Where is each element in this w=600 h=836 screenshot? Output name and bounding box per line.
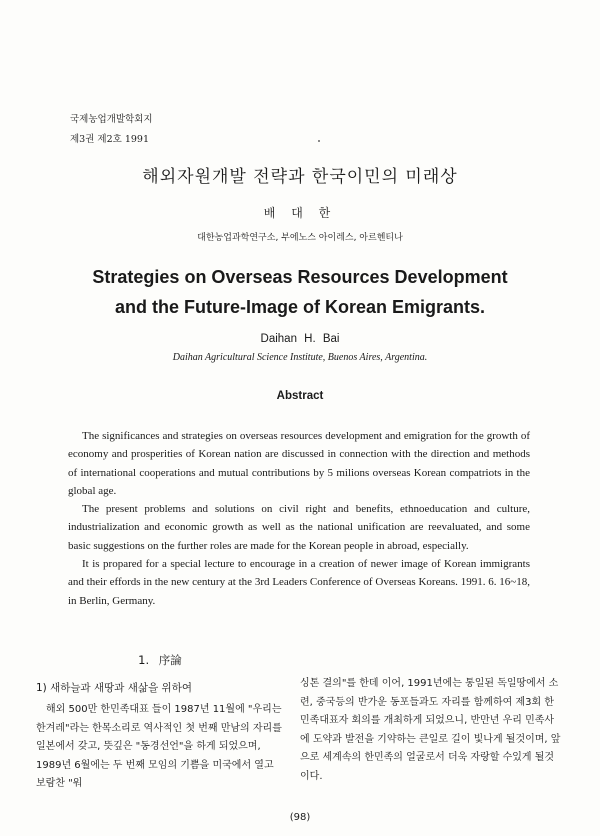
journal-volume: 제3권 제2호 1991 [70,134,150,145]
section-heading: 1. 序論 [138,653,182,667]
abstract-paragraph-2: The present problems and solutions on civil right and benefits, ethnoeducation and culture, industrialization and economic growth as well as the national unification are reevaluated, and some basic suggestions on the further roles are made for the Korean people in abroad, especially. [68,503,530,552]
korean-title: 해외자원개발 전략과 한국이민의 미래상 [142,167,458,187]
right-paragraph: 싱톤 결의"를 한데 이어, 1991년에는 통일된 독일땅에서 소련, 중국등의 반가운 동포들과도 자리를 함께하여 제3회 한민족대표자 회의를 개최하게 되었으니, 반만년 우리 민족사에 도약과 발전을 기약하는 큰일로 길이 빛나게 될것이며, 앞으로 세계속의 한민족의 얼굴로서 더욱 자랑할 수있게 될것이다. [300,678,561,782]
print-speck [318,140,320,142]
left-column [36,652,284,794]
korean-affiliation: 대한농업과학연구소, 부에노스 아이레스, 아르헨티나 [197,233,403,243]
left-column-text [36,701,284,794]
korean-author: 배 대 한 [263,206,337,220]
abstract-paragraph-3: It is propared for a special lecture to encourage in a creation of newer image of Korean immigrants and their effords in the new century at the 3rd Leaders Conference of Overseas Koreans. 1991. 6. 16~18, in Berlin, Germany. [68,558,530,607]
abstract-heading: Abstract [276,390,324,402]
english-title [0,262,600,322]
english-title-line2: and the Future-Image of Korean Emigrants. [114,297,486,317]
abstract-paragraph-1: The significances and strategies on overseas resources development and emigration for the growth of economy and prosperities of Korean nation are discussed in connection with the direction and methods of international cooperations and mutual contributions by 5 milions overseas Korean compatriots in the global age. [68,430,530,497]
abstract-body [68,427,530,610]
subsection-heading: 1) 새하늘과 새땅과 새삶을 위하여 [36,682,192,694]
left-paragraph: 해외 500만 한민족대표 들이 1987년 11월에 "우리는 한겨레"라는 한목소리로 역사적인 첫 번째 만남의 자리를 일본에서 갖고, 뜻깊은 "동경선언"을 하게 되었으며, 1989년 6월에는 두 번째 모임의 기쁨을 미국에서 열고 보람찬 "워 [36,704,282,789]
journal-name: 국제농업개발학회지 [70,114,153,125]
english-affiliation: Daihan Agricultural Science Institute, Buenos Aires, Argentina. [172,352,428,363]
english-author: Daihan H. Bai [260,333,340,345]
english-title-line1: Strategies on Overseas Resources Development [92,267,508,287]
page-number: (98) [289,812,311,823]
journal-info [70,110,153,150]
right-column-text [300,675,562,786]
right-column [300,675,562,786]
